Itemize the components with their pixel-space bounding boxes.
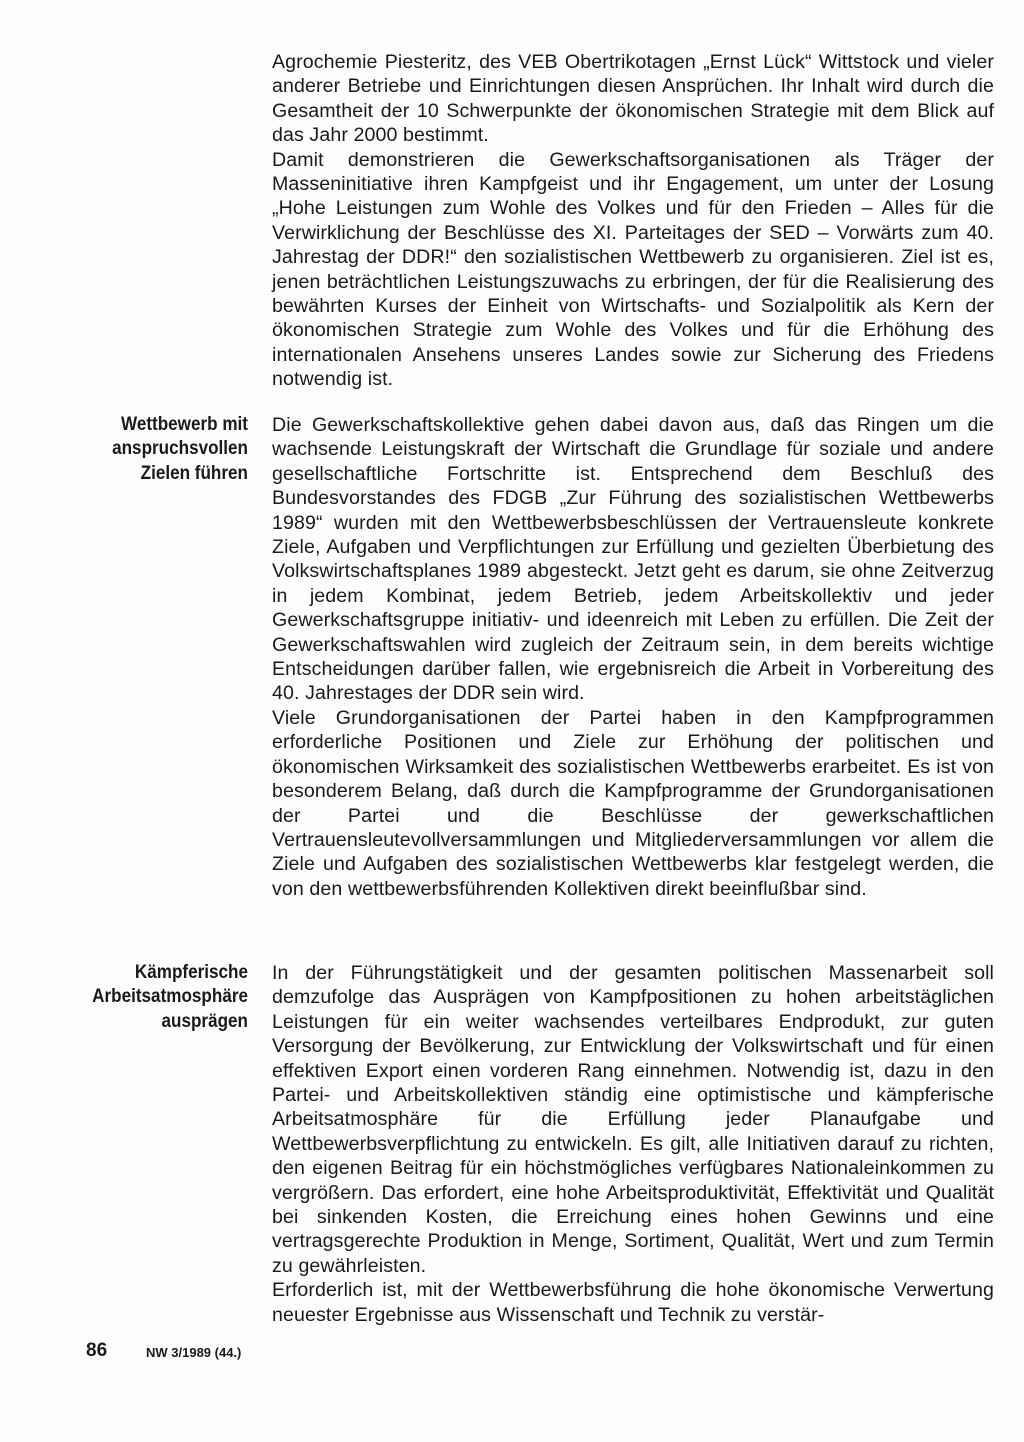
side-heading-line: anspruchsvollen — [112, 438, 248, 460]
paragraph: Agrochemie Piesteritz, des VEB Obertrikotagen „Ernst Lück“ Wittstock und vieler anderer Betriebe und Einrichtungen diesen Ansprüchen. Ihr Inhalt wird durch die Gesamtheit der 10 Schwerpunkte der ökonomischen Strategie mit dem Blick auf das Jahr 2000 bestimmt. — [272, 51, 994, 147]
page-number: 86 — [86, 1340, 108, 1361]
paragraph: Die Gewerkschaftskollektive gehen dabei davon aus, daß das Ringen um die wachsende Leistungskraft der Wirtschaft die Grundlage für soziale und andere gesellschaftliche Fortschritte ist. Entsprechend dem Beschluß des Bundesvorstandes des FDGB „Zur Führung des sozialistischen Wettbewerbs 1989“ wurden mit den Wettbewerbsbeschlüssen der Vertrauensleute konkrete Ziele, Aufgaben und Verpflichtungen zur Erfüllung und gezielten Überbietung des Volkswirtschaftsplanes 1989 abgesteckt. Jetzt geht es darum, sie ohne Zeitverzug in jedem Kombinat, jedem Betrieb, jedem Arbeitskollektiv und jeder Gewerkschaftsgruppe initiativ- und ideenreich mit Leben zu erfüllen. Die Zeit der Gewerkschaftswahlen wird zugleich der Zeitraum sein, in dem bereits wichtige Entscheidungen darüber fallen, wie ergebnisreich die Arbeit in Vorbereitung des 40. Jahrestages der DDR sein wird. — [272, 414, 994, 705]
side-heading-2 — [43, 961, 248, 1034]
side-heading-1 — [43, 413, 248, 486]
side-heading-line: Arbeitsatmosphäre — [92, 986, 248, 1008]
side-heading-line: Kämpferische — [134, 962, 248, 983]
paragraph: Viele Grundorganisationen der Partei haben in den Kampfprogrammen erforderliche Positionen und Ziele zur Erhöhung der politischen und ökonomischen Wirksamkeit des sozialistischen Wettbewerbs erarbeitet. Es ist von besonderem Belang, daß durch die Kampfprogramme der Grundorganisationen der Partei und die Beschlüsse der gewerkschaftlichen Vertrauensleutevollversammlungen und Mitgliederversammlungen vor allem die Ziele und Aufgaben des sozialistischen Wettbewerbs klar festgelegt werden, die von den wettbewerbsführenden Kollektiven direkt beeinflußbar sind. — [272, 706, 994, 900]
issue-reference: NW 3/1989 (44.) — [146, 1345, 242, 1360]
text-block-2 — [272, 413, 994, 901]
side-heading-line: Zielen führen — [140, 462, 248, 484]
side-heading-line: ausprägen — [161, 1010, 248, 1032]
paragraph: In der Führungstätigkeit und der gesamten politischen Massenarbeit soll demzufolge das Ausprägen von Kampfpositionen zu hohen arbeitstäglichen Leistungen für ein weiter wachsendes verteilbares Endprodukt, zur guten Versorgung der Bevölkerung, zur Entwicklung der Volkswirtschaft und für einen effektiven Export einen vorderen Rang einnehmen. Notwendig ist, dazu in den Partei- und Arbeitskollektiven ständig eine optimistische und kämpferische Arbeitsatmosphäre für die Erfüllung jeder Planaufgabe und Wettbewerbsverpflichtung zu entwickeln. Es gilt, alle Initiativen darauf zu richten, den eigenen Beitrag für ein höchstmögliches verfügbares Nationaleinkommen zu vergrößern. Das erfordert, eine hohe Arbeitsproduktivität, Effektivität und Qualität bei sinkenden Kosten, die Erreichung eines hohen Gewinns und eine vertragsgerechte Produktion in Menge, Sortiment, Qualität, Wert und zum Termin zu gewährleisten. — [272, 962, 994, 1277]
paragraph: Erforderlich ist, mit der Wettbewerbsführung die hohe ökonomische Verwertung neuester Ergebnisse aus Wissenschaft und Technik zu verstär- — [272, 1279, 994, 1326]
text-block-1 — [272, 50, 994, 392]
text-block-3 — [272, 961, 994, 1327]
side-heading-line: Wettbewerb mit — [121, 414, 248, 435]
paragraph: Damit demonstrieren die Gewerkschaftsorganisationen als Träger der Masseninitiative ihren Kampfgeist und ihr Engagement, um unter der Losung „Hohe Leistungen zum Wohle des Volkes und für den Frieden – Alles für die Verwirklichung der Beschlüsse des XI. Parteitages der SED – Vorwärts zum 40. Jahrestag der DDR!“ den sozialistischen Wettbewerb zu organisieren. Ziel ist es, jenen beträchtlichen Leistungszuwachs zu erbringen, der für die Realisierung des bewährten Kurses der Einheit von Wirtschafts- und Sozialpolitik als Kern der ökonomischen Strategie zum Wohle des Volkes und für die Erhöhung des internationalen Ansehens unseres Landes sowie zur Sicherung des Friedens notwendig ist. — [272, 148, 994, 391]
